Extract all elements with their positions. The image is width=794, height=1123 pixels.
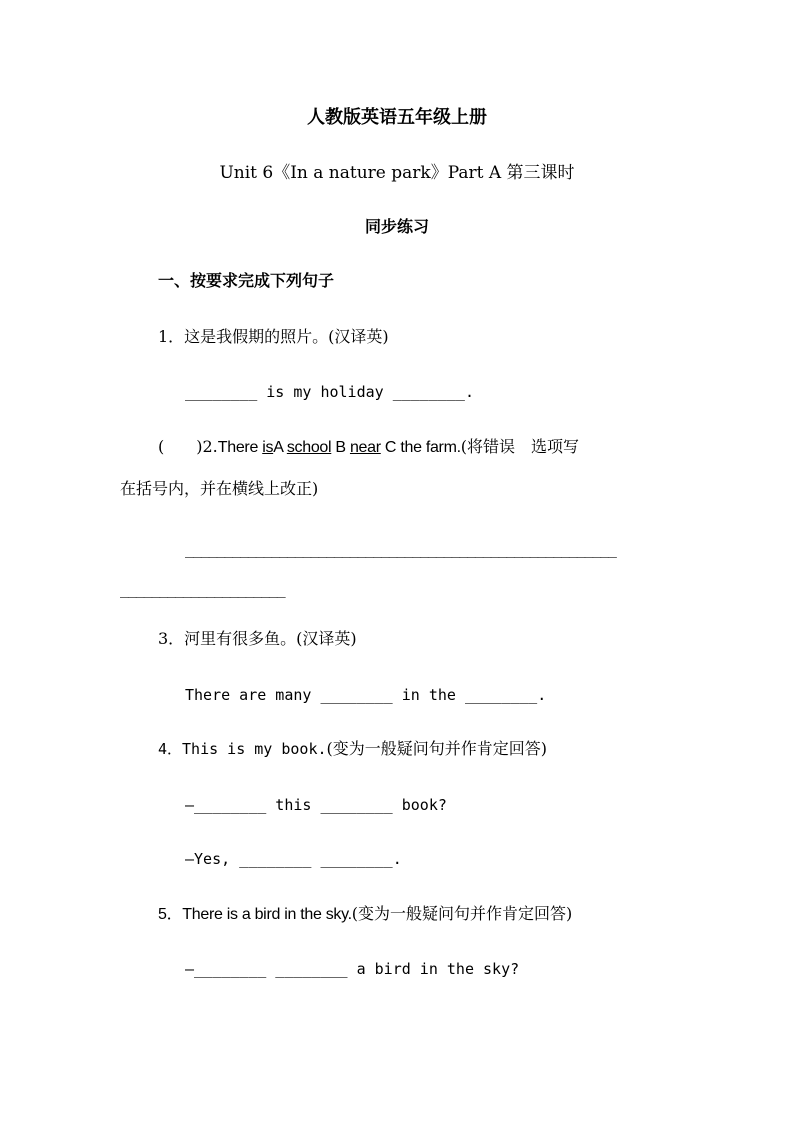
document-subtitle: Unit 6《In a nature park》Part A 第三课时	[219, 163, 575, 183]
word-there: There	[217, 439, 263, 456]
question-4-answer-1: —________ this ________ book?	[185, 796, 447, 814]
question-4-prompt	[158, 738, 547, 760]
marker-a: A	[273, 439, 287, 456]
question-3-prompt: 3．河里有很多鱼。(汉译英)	[158, 629, 357, 648]
question-2-instruction-2: 在括号内，并在横线上改正)	[120, 479, 319, 498]
question-3-answer: There are many ________ in the ________.	[185, 686, 547, 704]
answer-line-1: _______________________________________________________	[185, 540, 616, 558]
question-5-prompt	[158, 903, 572, 926]
question-5-answer-1: —________ ________ a bird in the sky?	[185, 960, 520, 978]
answer-line-2: _____________________	[120, 580, 285, 598]
question-1-prompt: 1．这是我假期的照片。(汉译英)	[158, 327, 389, 346]
word-rest: the farm.	[400, 439, 461, 456]
question-2-instruction-1: (将错误 选项写	[460, 437, 580, 456]
document-label: 同步练习	[364, 217, 429, 236]
question-5-instruction: (变为一般疑问句并作肯定回答)	[351, 904, 573, 923]
section-heading: 一、按要求完成下列句子	[158, 271, 335, 290]
question-2-prompt	[158, 436, 579, 459]
marker-c: C	[380, 439, 401, 456]
question-5-sentence: 5．There is a bird in the sky.	[158, 906, 352, 923]
underlined-word-is: is	[262, 439, 274, 456]
marker-b: B	[331, 439, 350, 456]
question-1-answer: ________ is my holiday ________.	[185, 383, 474, 401]
question-4-sentence: 4．This is my book.	[158, 740, 327, 758]
question-4-instruction: (变为一般疑问句并作肯定回答)	[326, 739, 548, 758]
question-4-answer-2: —Yes, ________ ________.	[185, 850, 402, 868]
underlined-word-school: school	[286, 439, 332, 456]
underlined-word-near: near	[349, 439, 381, 456]
document-title: 人教版英语五年级上册	[307, 107, 487, 128]
answer-bracket: ( )2.	[158, 437, 218, 456]
